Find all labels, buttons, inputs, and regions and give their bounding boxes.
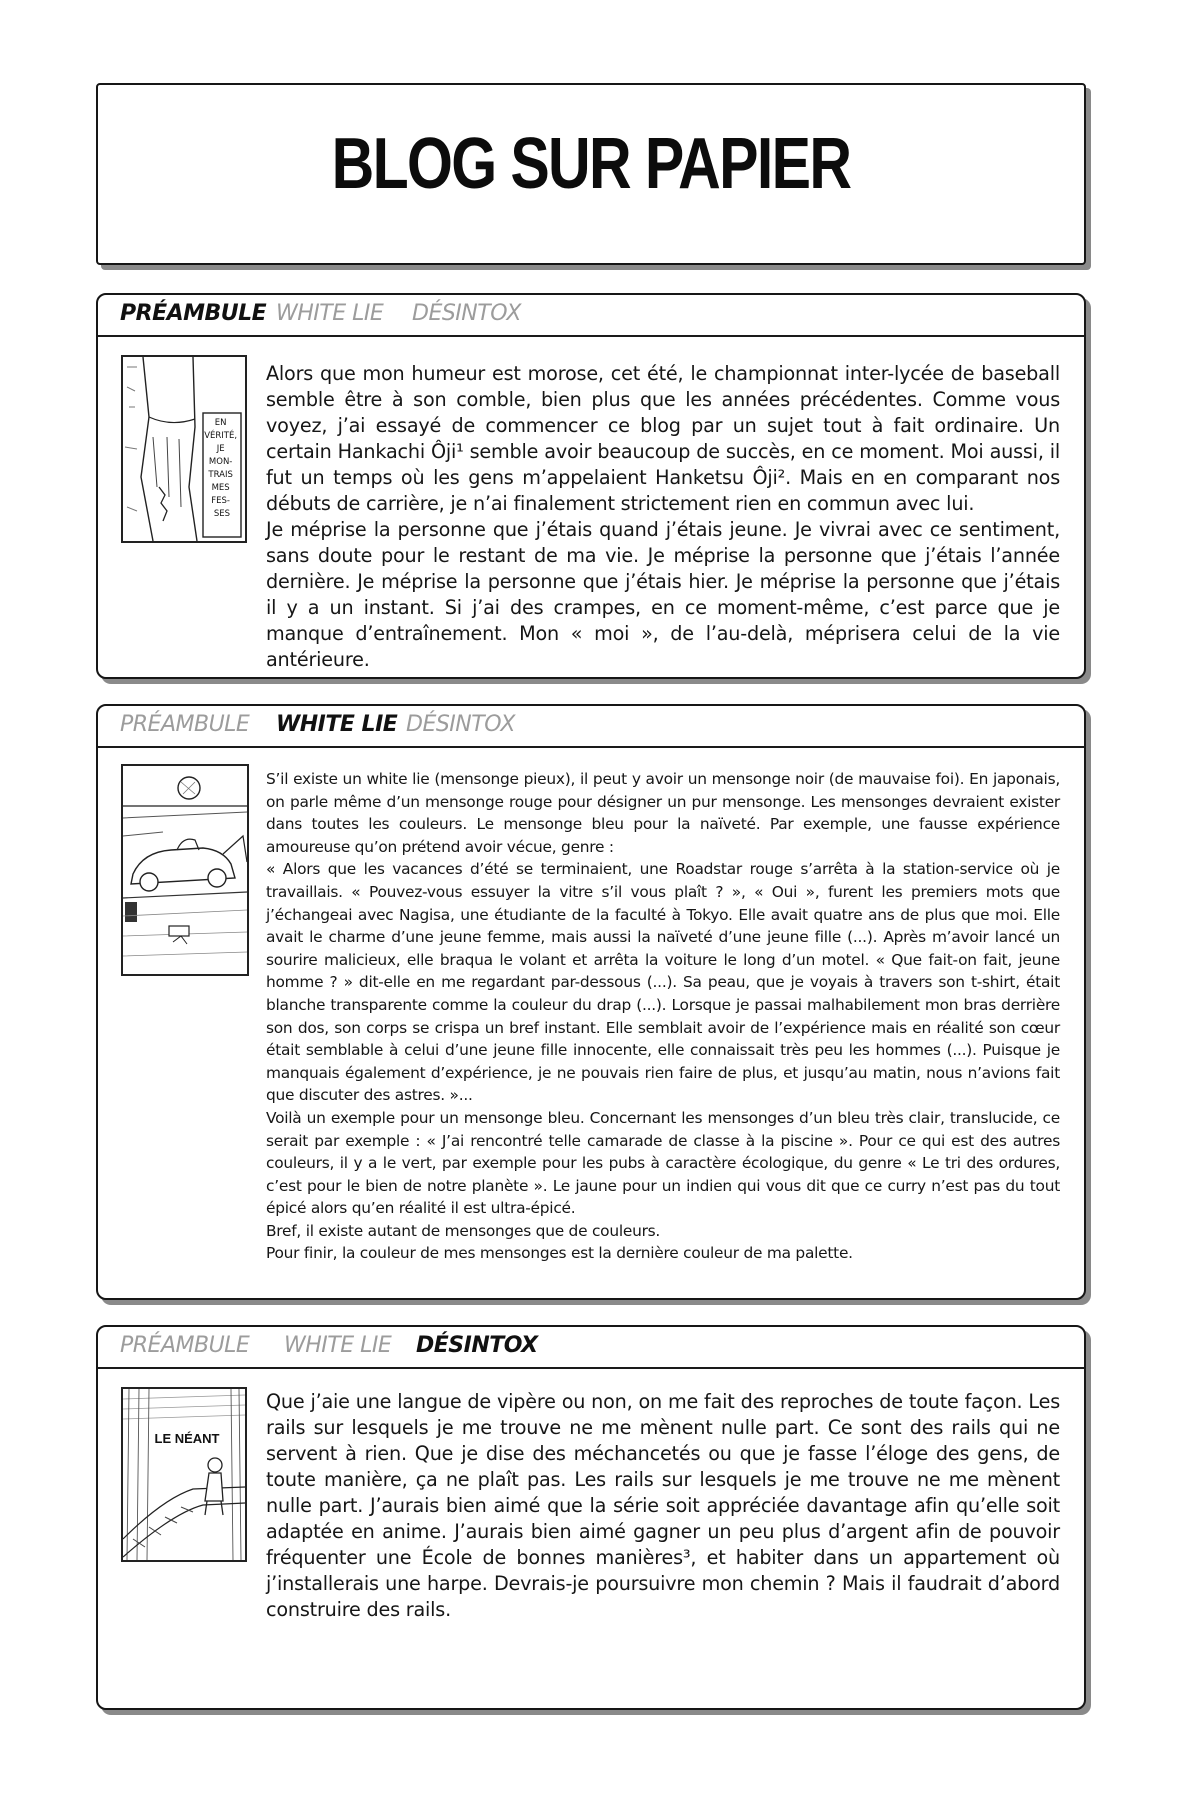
illustration-caption: LE NÉANT [154, 1431, 220, 1446]
tab-desintox: DÉSINTOX [416, 1333, 538, 1358]
paragraph: S’il existe un white lie (mensonge pieux), il peut y avoir un mensonge noir (de mauvaise foi). En japonais, on parle même d’un mensonge rouge pour désigner un pur mensonge. Les mensonges devraient exister dans toutes les couleurs. Le mensonge bleu pour la naïveté. Par exemple, une fausse expérience amoureuse qu’on prétend avoir vécue, genre : [266, 770, 1060, 856]
paragraph: Alors que mon humeur est morose, cet été, le championnat inter-lycée de baseball semble être à son comble, bien plus que les années précédentes. Comme vous voyez, j’ai essayé de commencer ce blog par un sujet tout à fait ordinaire. Un certain Hankachi Ôji¹ semble avoir beaucoup de succès, en ce moment. Moi aussi, il fut un temps où les gens m’appelaient Hanketsu Ôji². Mais en en comparant nos débuts de carrière, je n’ai finalement strictement rien en commun avec lui. [266, 362, 1060, 515]
section-text [266, 768, 1060, 1265]
section-preambule [96, 293, 1086, 679]
tab-desintox: DÉSINTOX [406, 712, 515, 737]
tab-preambule: PRÉAMBULE [120, 1333, 250, 1358]
illustration-caption: EN VÉRITÉ, JE MON- TRAIS MES FES- SES [204, 418, 238, 519]
paragraph: Je méprise la personne que j’étais quand j’étais jeune. Je vivrai avec ce sentiment, sans doute pour le restant de ma vie. Je méprise la personne que j’étais l’année dernière. Je méprise la personne que j’étais hier. Je méprise la personne que j’étais il y a un instant. Si j’ai des crampes, en ce moment-même, c’est parce que je manque d’entraînement. Mon « moi », de l’au-delà, méprisera celui de la vie antérieure. [266, 518, 1060, 671]
section-tabs [98, 295, 1084, 337]
paragraph: Voilà un exemple pour un mensonge bleu. Concernant les mensonges d’un bleu très clair, translucide, ce serait par exemple : « J’ai rencontré telle camarade de classe à la piscine ». Pour ce qui est des autres couleurs, il y a le vert, par exemple pour les pubs à caractère écologique, du genre « Le tri des ordures, c’est pour le bien de notre planète ». Le jaune pour un indien qui vous dit que ce curry n’est pas du tout épicé alors qu’en réalité il est ultra-épicé. [266, 1108, 1060, 1218]
paragraph: Bref, il existe autant de mensonges que de couleurs. [266, 1221, 661, 1240]
tab-white-lie: WHITE LIE [276, 712, 398, 737]
section-tabs [98, 1327, 1084, 1369]
illustration-preambule [121, 355, 247, 543]
illustration-desintox [121, 1387, 247, 1562]
tab-preambule: PRÉAMBULE [120, 712, 250, 737]
section-tabs [98, 706, 1084, 748]
paragraph: « Alors que les vacances d’été se terminaient, une Roadstar rouge s’arrêta à la station-service où je travaillais. « Pouvez-vous essuyer la vitre s’il vous plaît ? », « Oui », furent les premiers mots que j’échangeai avec Nagisa, une étudiante de la faculté à Tokyo. Elle avait quatre ans de plus que moi. Elle avait le charme d’une jeune femme, mais aussi la naïveté d’une jeune fille (...). Après m’avoir lancé un sourire malicieux, elle braqua le volant et arrêta la voiture le long d’un motel. « Que fait-on fait, jeune homme ? » dit-elle en me regardant par-dessous (...). Sa peau, que je voyais à travers son t-shirt, était blanche transparente comme la couleur du drap (...). Lorsque je passai malhabilement mon bras derrière son dos, son corps se crispa un bref instant. Elle semblait avoir de l’expérience mais en réalité son cœur était semblable à celui d’une jeune fille innocente, elle connaissait très peu les hommes (...). Puisque je manquais également d’expérience, je ne pouvais rien faire de plus, et jusqu’au matin, nous n’avions fait que discuter des astres. »... [266, 860, 1060, 1105]
tab-white-lie: WHITE LIE [284, 1333, 392, 1358]
tab-preambule: PRÉAMBULE [120, 301, 267, 326]
tab-desintox: DÉSINTOX [412, 301, 521, 326]
paragraph: Que j’aie une langue de vipère ou non, on me fait des reproches de toute façon. Les rails sur lesquels je me trouve ne me mènent nulle part. Ce sont des rails qui ne servent à rien. Que je dise des méchancetés ou que je fasse l’éloge des gens, de toute manière, ça ne plaît pas. Les rails sur lesquels je me trouve ne me mènent nulle part. J’aurais bien aimé que la série soit appréciée davantage afin qu’elle soit adaptée en anime. J’aurais bien aimé gagner un peu plus d’argent afin de pouvoir fréquenter une École de bonnes manières³, et habiter dans un appartement où j’installerais une harpe. Devrais-je poursuivre mon chemin ? Mais il faudrait d’abord construire des rails. [266, 1390, 1060, 1621]
section-text [266, 1389, 1060, 1623]
illustration-white-lie [121, 764, 249, 976]
section-text [266, 361, 1060, 673]
title-panel [96, 83, 1086, 265]
section-desintox [96, 1325, 1086, 1710]
section-white-lie [96, 704, 1086, 1300]
paragraph: Pour finir, la couleur de mes mensonges est la dernière couleur de ma palette. [266, 1244, 853, 1263]
page-title: BLOG SUR PAPIER [331, 124, 851, 204]
tab-white-lie: WHITE LIE [276, 301, 384, 326]
